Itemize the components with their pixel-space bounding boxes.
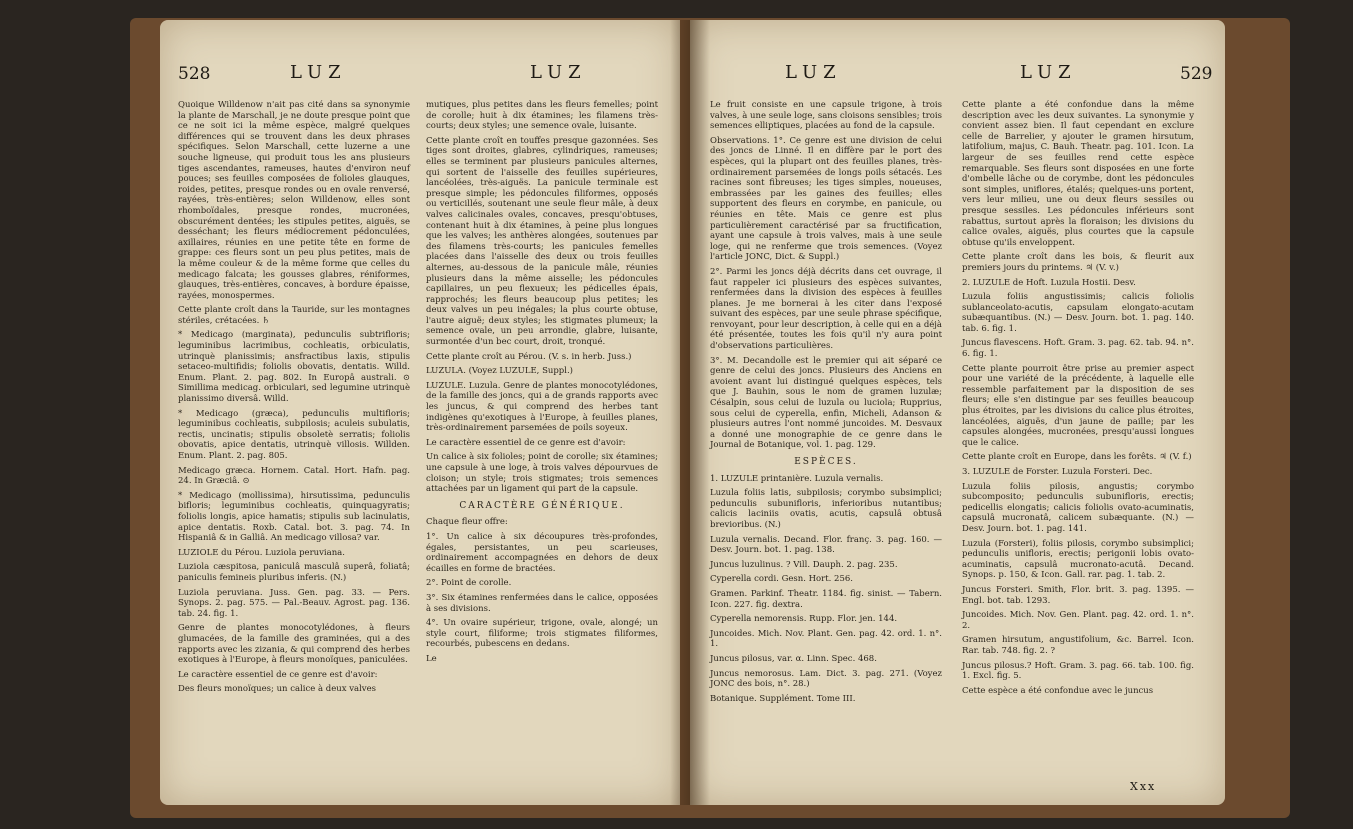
paragraph: Observations. 1°. Ce genre est une division de celui des joncs de Linné. Il en diffère par le port des espèces, qui la plupart ont des feuilles planes, très-ordinairement parsemées de longs poils sétacés. Les racines sont fibreuses; les tiges simples, noueuses, embrassées par les gaines des feuilles; elles supportent des fleurs en corymbe, en panicule, ou réunies en tête. Mais ce genre est plus particulièrement caractérisé par sa fructification, ayant une capsule à trois valves, mais à une seule loge, qui ne renferme que trois semences. (Voyez l'article JONC, Dict. & Suppl.) — [710, 135, 942, 263]
page-number-left: 528 — [178, 64, 211, 84]
page-number-right: 529 — [1180, 64, 1213, 84]
paragraph: Cette plante croît dans les bois, & fleurit aux premiers jours du printems. ♃ (V. v.) — [962, 252, 1194, 273]
right-column-1 — [710, 100, 942, 708]
paragraph: 3°. M. Decandolle est le premier qui ait séparé ce genre de celui des joncs. Plusieurs des Anciens en avoient avant lui distingué quelques espèces, tels que J. Bauhin, sous le nom de gramen luzulæ; Césalpin, sous celui de luzula ou luciola; Rupprius, sous celui de cyperella, enfin, Micheli, Adanson & plusieurs autres l'ont nommé juncoides. M. Desvaux a donné une monographie de ce genre dans le Journal de Botanique, vol. 1. pag. 129. — [710, 355, 942, 451]
paragraph: Juncus nemorosus. Lam. Dict. 3. pag. 271. (Voyez JONC des bois, n°. 28.) — [710, 668, 942, 690]
paragraph: 1°. Un calice à six découpures très-profondes, égales, persistantes, un peu scarieuses, ordinairement accompagnées en dehors de deux écailles en forme de bractées. — [426, 531, 658, 574]
paragraph: Juncoides. Mich. Nov. Plant. Gen. pag. 42. ord. 1. n°. 1. — [710, 628, 942, 650]
paragraph: Cette plante croît dans la Tauride, sur les montagnes stériles, crétacées. ♄ — [178, 305, 410, 326]
paragraph: Chaque fleur offre: — [426, 517, 508, 528]
paragraph: ESPÈCES. — [794, 457, 858, 467]
paragraph: * Medicago (marginata), pedunculis subtrifloris; leguminibus lacrimibus, cochleatis, orbiculatis, utrinquè planissimis; ansfractibus laxis, stipulis setaceo-multifidis; foliolis obovatis, dentatis. Willd. Enum. Plant. 2. pag. 802. In Europâ australi. ⊙ Simillima medicag. orbiculari, sed legumine utrinquè planissimo diversâ. Willd. — [178, 330, 410, 405]
paragraph: Des fleurs monoïques; un calice à deux valves — [178, 684, 376, 695]
signature-mark: Xxx — [1130, 780, 1157, 793]
paragraph: LUZULE. Luzula. Genre de plantes monocotylédones, de la famille des joncs, qui a de grands rapports avec les juncus, & qui comprend des herbes tant indigènes qu'exotiques à l'Europe, à feuilles planes, très-ordinairement parsemées de poils soyeux. — [426, 380, 658, 434]
right-page — [690, 20, 1225, 805]
paragraph: 4°. Un ovaire supérieur, trigone, ovale, alongé; un style court, filiforme; trois stigmates filiformes, recourbés, pubescens en dedans. — [426, 618, 658, 650]
paragraph: * Medicago (græca), pedunculis multifloris; leguminibus cochleatis, subpilosis; aculeis subulatis, rectis, uncinatis; stipulis obsoletè serratis; foliolis obovatis, apice dentatis, utrinquè villosis. Willden. Enum. Plant. 2. pag. 805. — [178, 408, 410, 461]
paragraph: Medicago græca. Hornem. Catal. Hort. Hafn. pag. 24. In Græciâ. ⊙ — [178, 465, 410, 487]
paragraph: 2°. Point de corolle. — [426, 578, 512, 589]
paragraph: Un calice à six folioles; point de corolle; six étamines; une capsule à une loge, à trois valves dépourvues de cloison; un style; trois stigmates; trois semences attachées par un ligament qui part de la capsule. — [426, 452, 658, 495]
paragraph: Luzula foliis pilosis, angustis; corymbo subcomposito; pedunculis subunifloris, erectis; pedicellis elongatis; calicis foliolis ovato-acuminatis, capsulâ mucronatâ, calicem subæquante. (N.) — Desv. Journ. bot. 1. pag. 141. — [962, 481, 1194, 534]
paragraph: 2°. Parmi les joncs déjà décrits dans cet ouvrage, il faut rappeler ici plusieurs des espèces suivantes, renfermées dans la division des espèces à feuilles planes. Je me bornerai à les citer dans l'exposé suivant des espèces, par une seule phrase spécifique, renvoyant, pour leur description, à celle qui en a déjà été présentée, toutes les fois qu'il n'y aura point d'observations particulières. — [710, 266, 942, 352]
paragraph: Juncus pilosus, var. α. Linn. Spec. 468. — [710, 653, 877, 664]
paragraph: Le fruit consiste en une capsule trigone, à trois valves, à une seule loge, sans cloisons sensibles; trois semences elliptiques, placées au fond de la capsule. — [710, 100, 942, 132]
book-gutter — [670, 20, 710, 805]
paragraph: 1. LUZULE printanière. Luzula vernalis. — [710, 473, 884, 484]
paragraph: Luzula foliis angustissimis; calicis foliolis sublanceolato-acutis, capsulam elongato-acutam subæquantibus. (N.) — Desv. Journ. bot. 1. pag. 140. tab. 6. fig. 1. — [962, 292, 1194, 334]
paragraph: Cette plante croît en Europe, dans les forêts. ♃ (V. f.) — [962, 452, 1192, 463]
left-page — [160, 20, 680, 805]
paragraph: Le caractère essentiel de ce genre est d'avoir: — [426, 437, 626, 448]
paragraph: Cette plante pourroit être prise au premier aspect pour une variété de la précédente, à laquelle elle ressemble parfaitement par la disposition de ses fleurs; elle s'en distingue par ses feuilles beaucoup plus étroites, par les divisions du calice plus étroites, lancéolées, aiguës, d'un jaune de paille; par les capsules alongées, mucronées, presqu'aussi longues que le calice. — [962, 363, 1194, 448]
paragraph: Luzula foliis latis, subpilosis; corymbo subsimplici; pedunculis subunifloris, inferioribus nutantibus; calicis laciniis ovatis, acutis, capsulâ obtusâ brevioribus. (N.) — [710, 488, 942, 530]
paragraph: Luziola cæspitosa, paniculâ masculâ superâ, foliatâ; paniculis femineis pluribus inferis. (N.) — [178, 562, 410, 583]
paragraph: Cette plante croît au Pérou. (V. s. in herb. Juss.) — [426, 351, 632, 362]
paragraph: Cette espèce a été confondue avec le juncus — [962, 685, 1154, 696]
paragraph: Le caractère essentiel de ce genre est d'avoir: — [178, 669, 378, 680]
paragraph: Juncoides. Mich. Nov. Gen. Plant. pag. 42. ord. 1. n°. 2. — [962, 610, 1194, 631]
paragraph: Cette plante a été confondue dans la même description avec les deux suivantes. La synonymie y convient assez bien. Il faut cependant en exclure celle de Barrelier, y ajouter le gramen hirsutum, latifolium, majus, C. Bauh. Theatr. pag. 101. Icon. La largeur de ses feuilles rend cette espèce remarquable. Ses fleurs sont disposées en une forte d'ombelle lâche ou de corymbe, dont les pédoncules sont simples, uniflores, étalés; quelques-uns portent, vers leur milieu, une ou deux fleurs sessiles ou presque sessiles. Les pédoncules inférieurs sont rabattus, surtout après la floraison; les divisions du calice ovales, aiguës, plus courtes que la capsule obtuse qu'ils enveloppent. — [962, 100, 1194, 248]
paragraph: 2. LUZULE de Hoft. Luzula Hostii. Desv. — [962, 277, 1136, 288]
paragraph: 3°. Six étamines renfermées dans le calice, opposées à ses divisions. — [426, 592, 658, 614]
left-column-2 — [426, 100, 658, 669]
paragraph: Botanique. Supplément. Tome III. — [710, 693, 856, 704]
right-column-2 — [962, 100, 1194, 700]
paragraph: Gramen. Parkinf. Theatr. 1184. fig. sinist. — Tabern. Icon. 227. fig. dextra. — [710, 588, 942, 610]
paragraph: Juncus Forsteri. Smith, Flor. brit. 3. pag. 1395. — Engl. bot. tab. 1293. — [962, 584, 1194, 606]
running-head-left-2: LUZ — [530, 62, 587, 83]
paragraph: 3. LUZULE de Forster. Luzula Forsteri. Dec. — [962, 467, 1153, 477]
running-head-right-2: LUZ — [1020, 62, 1077, 83]
running-head-left-1: LUZ — [290, 62, 347, 83]
paragraph: Cyperella cordi. Gesn. Hort. 256. — [710, 574, 853, 585]
left-column-1 — [178, 100, 410, 699]
paragraph: CARACTÈRE GÉNÉRIQUE. — [459, 500, 625, 511]
paragraph: LUZULA. (Voyez LUZULE, Suppl.) — [426, 366, 573, 377]
paragraph: Cyperella nemorensis. Rupp. Flor. jen. 144. — [710, 614, 898, 625]
paragraph: Juncus flavescens. Hoft. Gram. 3. pag. 62. tab. 94. n°. 6. fig. 1. — [962, 338, 1194, 360]
paragraph: Luzula vernalis. Decand. Flor. franç. 3. pag. 160. — Desv. Journ. bot. 1. pag. 138. — [710, 534, 942, 556]
paragraph: Gramen hirsutum, angustifolium, &c. Barrel. Icon. Rar. tab. 748. fig. 2. ? — [962, 635, 1194, 656]
paragraph: Quoique Willdenow n'ait pas cité dans sa synonymie la plante de Marschall, je ne doute presque point que ce ne soit ici la même espèce, malgré quelques différences qui se trouvent dans les deux phrases spécifiques. Selon Marschall, cette luzerne a une souche ligneuse, qui produit tous les ans plusieurs tiges ascendantes, rameuses, hautes d'environ neuf pouces; ses feuilles composées de folioles glauques, roides, petites, presque rondes ou en ovale renversé, rayées, très-entières; selon Willdenow, elles sont rhomboïdales, presque rondes, mucronées, obscurément dentées; les stipules petites, aiguës, se desséchant; les fleurs médiocrement pédonculées, axillaires, réunies en une petite tête en forme de grappe: ces fleurs sont un peu plus petites, mais de la même couleur & de la même forme que celles du medicago falcata; les gousses glabres, réniformes, glauques, très-entières, concaves, à bordure épaisse, rayées, monospermes. — [178, 100, 410, 301]
paragraph: Cette plante croît en touffes presque gazonnées. Ses tiges sont droites, glabres, cylindriques, rameuses; elles se terminent par plusieurs panicules alternes, qui sortent de l'aisselle des feuilles supérieures, lancéolées, très-aiguës. La panicule terminale est presque simple; les pédoncules filiformes, opposés ou verticillés, soutenant une seule fleur mâle, à deux valves calicinales ovales, concaves, presqu'obtuses, contenant huit à dix étamines, à peine plus longues que les valves; les anthères alongées, soutenues par des filamens très-courts; les panicules femelles placées dans l'aisselle des deux ou trois feuilles alternes, au-dessous de la panicule mâle, réunies plusieurs dans la même aisselle; les pédoncules capillaires, un peu flexueux; les pédicelles épais, rapprochés; les fleurs beaucoup plus petites; les deux valves un peu inégales; la plus courte obtuse, l'autre aiguë; deux styles; les stigmates plumeux; la semence ovale, un peu arrondie, glabre, luisante, surmontée d'un bec court, droit, tronqué. — [426, 135, 658, 348]
paragraph: Luziola peruviana. Juss. Gen. pag. 33. — Pers. Synops. 2. pag. 575. — Pal.-Beauv. Agrost. pag. 136. tab. 24. fig. 1. — [178, 587, 410, 619]
paragraph: Genre de plantes monocotylédones, à fleurs glumacées, de la famille des graminées, qui a des rapports avec les zizania, & qui comprend des herbes exotiques à l'Europe, à fleurs monoïques, paniculées. — [178, 623, 410, 666]
paragraph: Le — [426, 653, 437, 664]
running-head-right-1: LUZ — [785, 62, 842, 83]
paragraph: Juncus luzulinus. ? Vill. Dauph. 2. pag. 235. — [710, 559, 898, 570]
paragraph: mutiques, plus petites dans les fleurs femelles; point de corolle; huit à dix étamines; les filamens très-courts; deux styles; une semence ovale, luisante. — [426, 100, 658, 132]
paragraph: LUZIOLE du Pérou. Luziola peruviana. — [178, 547, 345, 558]
paragraph: Juncus pilosus.? Hoft. Gram. 3. pag. 66. tab. 100. fig. 1. Excl. fig. 5. — [962, 660, 1194, 682]
paragraph: Luzula (Forsteri), foliis pilosis, corymbo subsimplici; pedunculis unifloris, erectis; perigonii lobis ovato-acuminatis, capsulâ mucronato-acutâ. Decand. Synops. p. 150, & Icon. Gall. rar. pag. 1. tab. 2. — [962, 538, 1194, 581]
paragraph: * Medicago (mollissima), hirsutissima, pedunculis bifloris; leguminibus cochleatis, quinquagyratis; foliolis longis, apice hamatis; stipulis sub lacinulatis, apice dentatis. Roxb. Catal. bot. 3. pag. 74. In Hispaniâ & in Galliâ. An medicago villosa? var. — [178, 490, 410, 544]
